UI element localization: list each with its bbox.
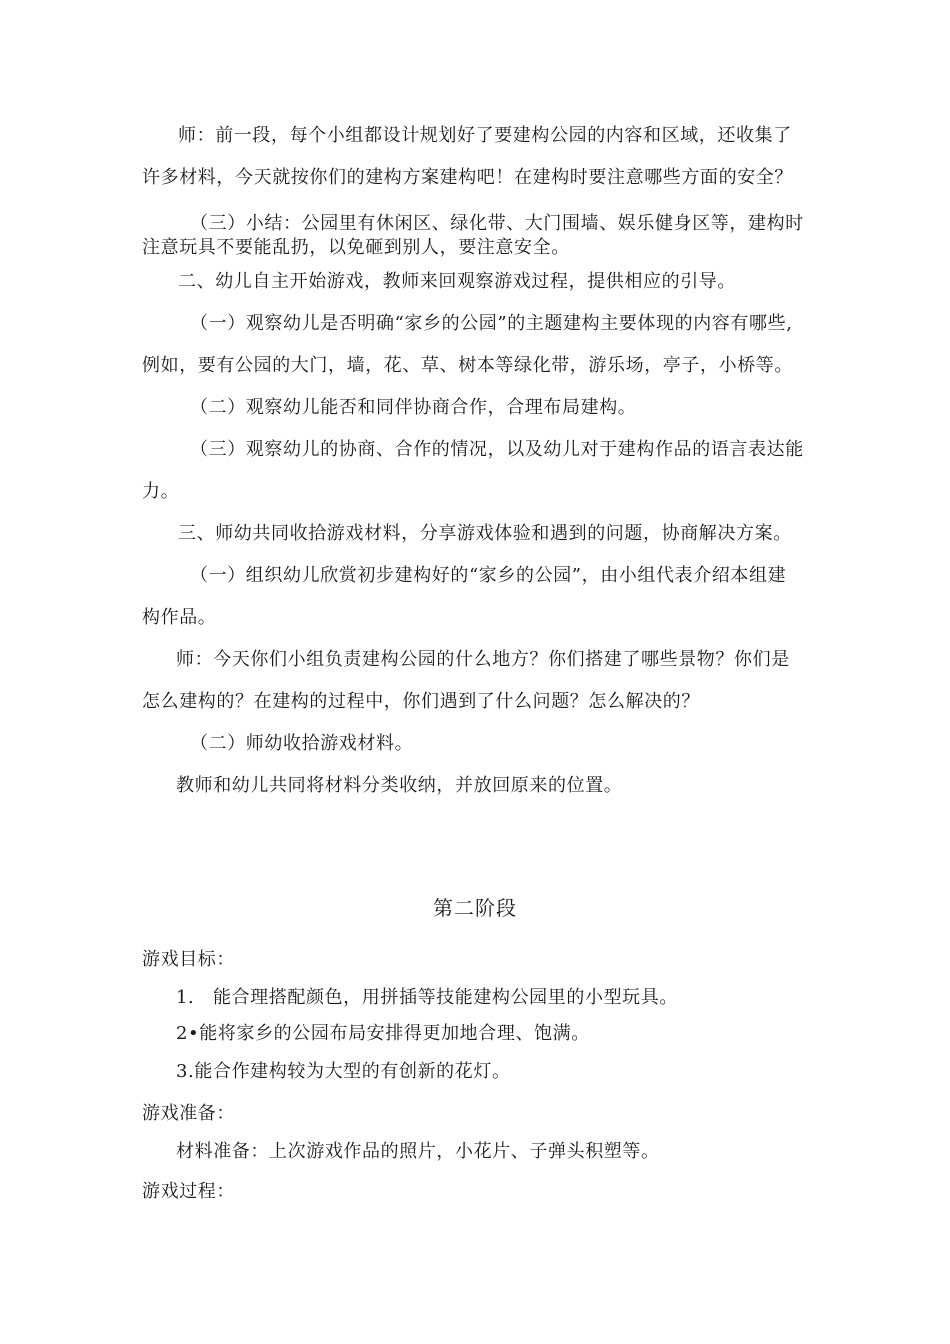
list-item: 1. 能合理搭配颜色，用拼插等技能建构公园里的小型玩具。 <box>176 987 678 1008</box>
paragraph-line: 怎么建构的？在建构的过程中，你们遇到了什么问题？怎么解决的？ <box>142 691 700 712</box>
paragraph-line: （二）观察幼儿能否和同伴协商合作，合理布局建构。 <box>190 397 637 418</box>
paragraph-line: 教师和幼儿共同将材料分类收纳，并放回原来的位置。 <box>176 775 623 796</box>
paragraph-line: （三）观察幼儿的协商、合作的情况，以及幼儿对于建构作品的语言表达能 <box>190 439 804 460</box>
paragraph-line: （二）师幼收拾游戏材料。 <box>190 733 414 754</box>
paragraph-line: 许多材料，今天就按你们的建构方案建构吧！在建构时要注意哪些方面的安全？ <box>142 167 793 188</box>
list-item: 3.能合作建构较为大型的有创新的花灯。 <box>176 1061 511 1082</box>
subheading-line: 游戏过程： <box>142 1181 235 1202</box>
paragraph-line: 例如，要有公园的大门，墙，花、草、树本等绿化带，游乐场，亭子，小桥等。 <box>142 355 793 376</box>
section-title: 第二阶段 <box>433 896 517 920</box>
paragraph-line: （一）观察幼儿是否明确“家乡的公园”的主题建构主要体现的内容有哪些, <box>190 313 793 334</box>
paragraph-line: （一）组织幼儿欣赏初步建构好的“家乡的公园”，由小组代表介绍本组建 <box>190 565 787 586</box>
paragraph-line: 材料准备：上次游戏作品的照片，小花片、子弹头积塑等。 <box>176 1141 660 1162</box>
paragraph-line: 师：今天你们小组负责建构公园的什么地方？你们搭建了哪些景物？你们是 <box>176 649 790 670</box>
paragraph-line: 力。 <box>142 481 180 502</box>
paragraph-line: 二、幼儿自主开始游戏，教师来回观察游戏过程，提供相应的引导。 <box>178 271 736 292</box>
paragraph-line: （三）小结：公园里有休闲区、绿化带、大门围墙、娱乐健身区等，建构时 <box>190 213 804 234</box>
paragraph-line: 三、师幼共同收拾游戏材料，分享游戏体验和遇到的问题，协商解决方案。 <box>178 523 792 544</box>
subheading-line: 游戏准备： <box>142 1103 235 1124</box>
list-item: 2•能将家乡的公园布局安排得更加地合理、饱满。 <box>176 1023 590 1044</box>
paragraph-line: 构作品。 <box>142 607 217 628</box>
subheading-line: 游戏目标： <box>142 949 235 970</box>
paragraph-line: 注意玩具不要能乱扔，以免砸到别人，要注意安全。 <box>142 237 570 258</box>
paragraph-line: 师：前一段，每个小组都设计规划好了要建构公园的内容和区域，还收集了 <box>178 125 792 146</box>
